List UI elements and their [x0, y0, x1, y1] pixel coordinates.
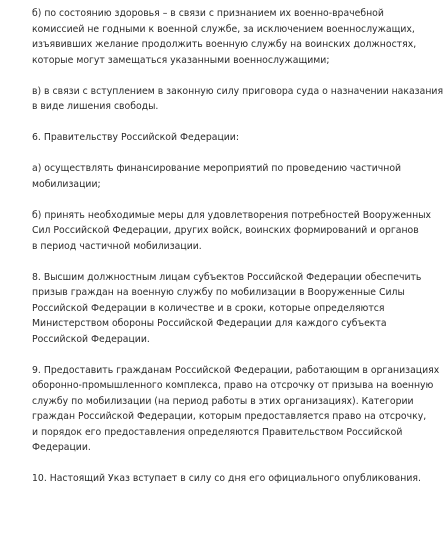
text-line: Министерством обороны Российской Федерации для каждого субъекта [32, 318, 387, 329]
paragraph-item-8 [32, 270, 440, 348]
text-line: службу по мобилизации (на период работы в этих организациях). Категории [32, 395, 414, 407]
text-line: 10. Настоящий Указ вступает в силу со дня его официального опубликования. [32, 473, 421, 484]
text-line: Российской Федерации. [32, 333, 150, 345]
text-line: в период частичной мобилизации. [32, 240, 202, 252]
text-line: Сил Российской Федерации, других войск, воинских формирований и органов [32, 225, 419, 236]
text-line: граждан Российской Федерации, которым предоставляется право на отсрочку, [32, 411, 427, 422]
text-line: Российской Федерации в количестве и в сроки, которые определяются [32, 302, 385, 314]
text-line: в виде лишения свободы. [32, 101, 159, 112]
text-line: б) по состоянию здоровья – в связи с признанием их военно-врачебной [32, 8, 384, 19]
paragraph-item-10 [32, 471, 440, 487]
text-line: которые могут замещаться указанными военнослужащими; [32, 54, 330, 66]
paragraph-item-9 [32, 363, 440, 456]
paragraph-item-v-sentence [32, 84, 444, 115]
text-line: 9. Предоставить гражданам Российской Федерации, работающим в организациях [32, 364, 440, 376]
text-line: а) осуществлять финансирование мероприятий по проведению частичной [32, 163, 402, 174]
text-line: призыв граждан на военную службу по мобилизации в Вооруженные Силы [32, 287, 405, 298]
text-line: в) в связи с вступлением в законную силу приговора суда о назначении наказания [32, 85, 444, 97]
paragraph-item-6a [32, 161, 440, 192]
text-line: б) принять необходимые меры для удовлетворения потребностей Вооруженных [32, 209, 432, 221]
paragraph-item-b-health [32, 6, 440, 68]
text-line: 6. Правительству Российской Федерации: [32, 132, 239, 143]
text-line: и порядок его предоставления определяются Правительством Российской [32, 426, 403, 438]
text-line: мобилизации; [32, 178, 101, 190]
text-line: 8. Высшим должностным лицам субъектов Российской Федерации обеспечить [32, 271, 422, 283]
text-line: комиссией не годными к военной службе, за исключением военнослужащих, [32, 23, 415, 35]
text-line: изъявивших желание продолжить военную службу на воинских должностях, [32, 39, 417, 50]
paragraph-item-6-heading [32, 130, 440, 146]
text-line: Федерации. [32, 442, 91, 453]
paragraph-item-6b [32, 208, 440, 255]
text-line: оборонно-промышленного комплекса, право на отсрочку от призыва на военную [32, 380, 434, 391]
